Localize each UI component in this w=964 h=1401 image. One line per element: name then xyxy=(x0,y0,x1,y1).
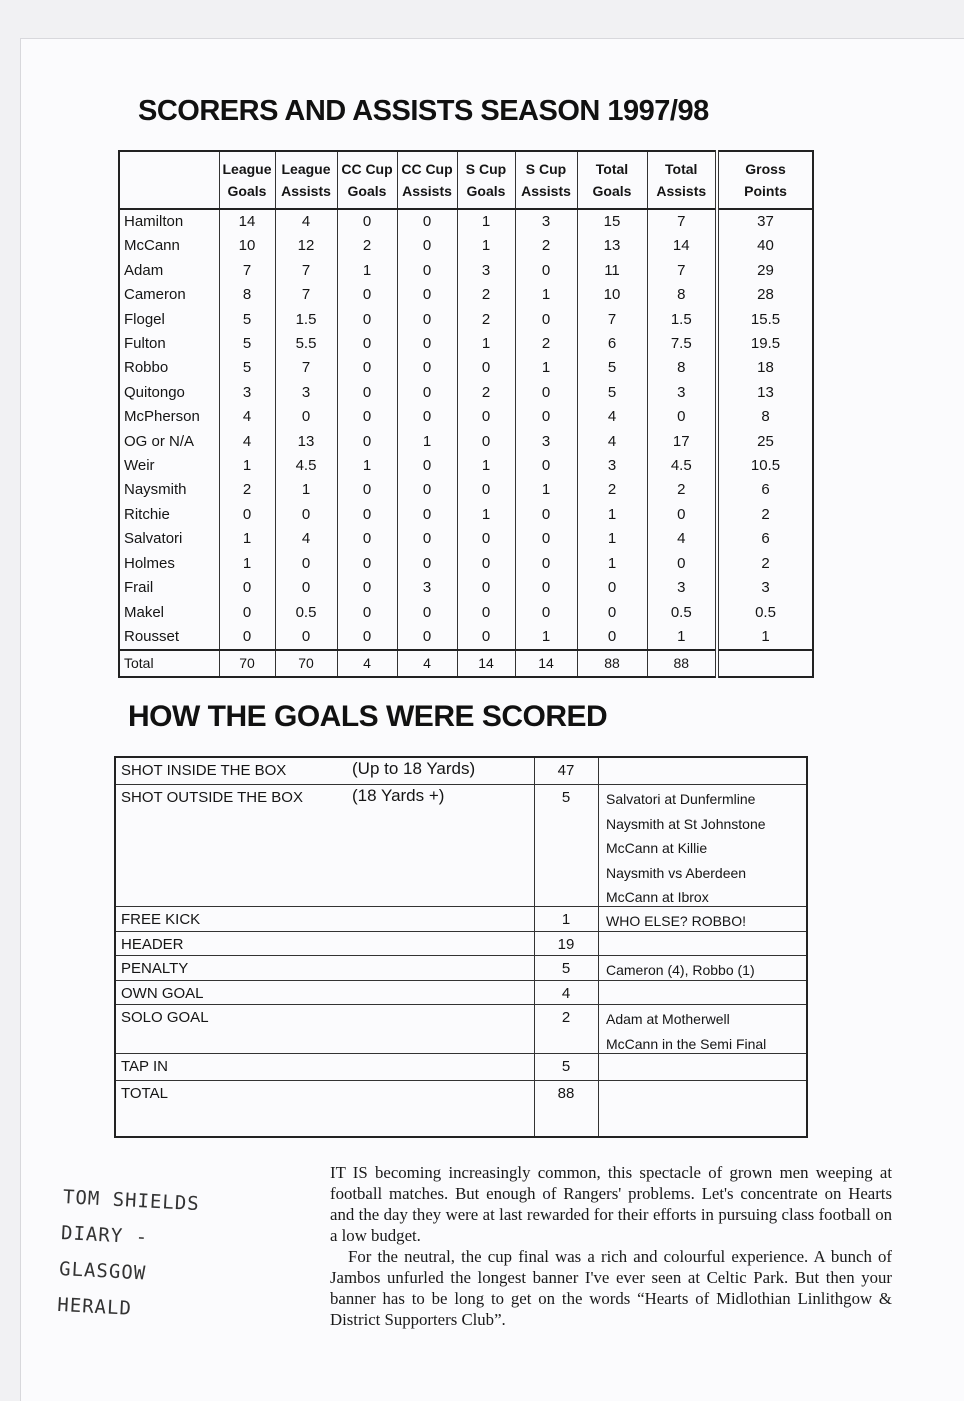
stat-cell: 1 xyxy=(515,283,577,307)
stat-cell: 14 xyxy=(647,234,717,258)
column-header-line: S Cup xyxy=(465,161,507,177)
stat-cell: 0 xyxy=(337,576,397,600)
goal-count: 19 xyxy=(557,936,575,953)
stat-cell: 0 xyxy=(457,601,515,625)
stat-cell: 0 xyxy=(337,356,397,380)
stat-cell: 28 xyxy=(717,283,813,307)
stat-cell: 3 xyxy=(515,209,577,234)
goal-type-row xyxy=(116,906,806,932)
stat-cell: 5.5 xyxy=(275,332,337,356)
goal-count: 1 xyxy=(561,911,571,928)
stat-cell: 0 xyxy=(397,234,457,258)
stat-cell: 0 xyxy=(337,283,397,307)
stat-cell: 25 xyxy=(717,430,813,454)
player-name: Hamilton xyxy=(119,209,219,234)
stat-cell: 6 xyxy=(717,527,813,551)
stat-cell: 1 xyxy=(219,454,275,478)
stat-cell: 1 xyxy=(717,625,813,650)
stat-cell: 0 xyxy=(337,552,397,576)
stat-cell: 1 xyxy=(577,552,647,576)
handwritten-line: DIARY - xyxy=(60,1222,149,1249)
stat-cell: 1 xyxy=(577,527,647,551)
player-name: Frail xyxy=(119,576,219,600)
stat-cell: 0 xyxy=(275,625,337,650)
column-header-line: Assists xyxy=(656,183,707,199)
stat-cell: 12 xyxy=(275,234,337,258)
column-header xyxy=(515,151,577,209)
player-name: McCann xyxy=(119,234,219,258)
stat-cell: 11 xyxy=(577,259,647,283)
goal-type-row xyxy=(116,784,806,907)
stat-cell: 1 xyxy=(275,478,337,502)
stat-cell: 2 xyxy=(515,332,577,356)
stat-cell: 2 xyxy=(515,234,577,258)
column-header-line: Total xyxy=(665,161,698,177)
player-name: OG or N/A xyxy=(119,430,219,454)
goal-notes xyxy=(606,1007,766,1056)
scorer-row xyxy=(119,478,813,502)
player-name: Ritchie xyxy=(119,503,219,527)
stat-cell: 3 xyxy=(717,576,813,600)
stat-cell: 0 xyxy=(457,478,515,502)
stat-cell: 0.5 xyxy=(275,601,337,625)
stat-cell: 0 xyxy=(337,209,397,234)
stat-cell: 0 xyxy=(515,576,577,600)
stat-cell: 4 xyxy=(397,650,457,676)
stat-cell: 1 xyxy=(515,625,577,650)
goal-note: McCann in the Semi Final xyxy=(606,1035,767,1052)
stat-cell: 3 xyxy=(219,381,275,405)
stat-cell: 4.5 xyxy=(275,454,337,478)
column-header-line: Assists xyxy=(402,183,452,199)
stat-cell: 4 xyxy=(577,405,647,429)
stat-cell: 2 xyxy=(647,478,717,502)
stat-cell: 0 xyxy=(647,503,717,527)
stat-cell: 13 xyxy=(275,430,337,454)
goal-count: 2 xyxy=(561,1009,571,1026)
stat-cell: 13 xyxy=(717,381,813,405)
stat-cell: 7 xyxy=(647,259,717,283)
goal-type-row xyxy=(116,1053,806,1081)
goal-count: 5 xyxy=(561,789,571,806)
stat-cell: 3 xyxy=(647,576,717,600)
goal-count: 5 xyxy=(561,1058,571,1075)
goal-count: 88 xyxy=(557,1085,575,1102)
stat-cell: 14 xyxy=(457,650,515,676)
stat-cell: 0 xyxy=(515,405,577,429)
stat-cell: 0 xyxy=(337,478,397,502)
stat-cell: 0 xyxy=(337,601,397,625)
goal-type-label: SHOT INSIDE THE BOX xyxy=(121,762,287,779)
scorer-row xyxy=(119,454,813,478)
scorer-row xyxy=(119,601,813,625)
goal-type-row xyxy=(116,1080,806,1137)
stat-cell: 7 xyxy=(219,259,275,283)
stat-cell: 14 xyxy=(515,650,577,676)
stat-cell: 10.5 xyxy=(717,454,813,478)
stat-cell: 0 xyxy=(647,552,717,576)
stat-cell: 1 xyxy=(577,503,647,527)
stat-cell: 0 xyxy=(337,381,397,405)
article-paragraph: For the neutral, the cup final was a rich and colourful experience. A bunch of Jambos unfurled the longest banner I've ever seen at Celtic Park. But then your banner has to be long to get on the words “Hearts of Midlothian Linlithgow & District Supporters Club”. xyxy=(330,1247,892,1329)
stat-cell: 0 xyxy=(397,478,457,502)
goal-type-range: (Up to 18 Yards) xyxy=(352,759,476,778)
stat-cell: 3 xyxy=(397,576,457,600)
stat-cell: 4.5 xyxy=(647,454,717,478)
stat-cell: 0 xyxy=(397,381,457,405)
stat-cell: 8 xyxy=(647,283,717,307)
stat-cell: 1 xyxy=(337,454,397,478)
player-name: Flogel xyxy=(119,308,219,332)
stat-cell: 7 xyxy=(275,283,337,307)
player-name: Total xyxy=(119,650,219,676)
goal-type-label: SHOT OUTSIDE THE BOX xyxy=(121,789,303,806)
stat-cell: 0 xyxy=(397,209,457,234)
scorer-row xyxy=(119,332,813,356)
scorer-row xyxy=(119,283,813,307)
stat-cell: 19.5 xyxy=(717,332,813,356)
goal-note: WHO ELSE? ROBBO! xyxy=(606,913,747,929)
column-header xyxy=(275,151,337,209)
stat-cell: 8 xyxy=(647,356,717,380)
stat-cell: 0 xyxy=(337,430,397,454)
handwritten-line: TOM SHIELDS xyxy=(62,1186,201,1216)
goal-type-row xyxy=(116,758,806,784)
stat-cell: 0 xyxy=(397,625,457,650)
stat-cell: 40 xyxy=(717,234,813,258)
goals-title: HOW THE GOALS WERE SCORED xyxy=(128,700,608,733)
player-name: Rousset xyxy=(119,625,219,650)
scorers-header-row xyxy=(119,151,813,209)
goal-type-label: TOTAL xyxy=(121,1085,168,1102)
stat-cell: 0 xyxy=(219,503,275,527)
scorer-row xyxy=(119,625,813,650)
player-name: Robbo xyxy=(119,356,219,380)
goals-table xyxy=(114,756,808,1138)
stat-cell: 0 xyxy=(577,625,647,650)
scorers-body xyxy=(119,209,813,677)
stat-cell: 0 xyxy=(397,283,457,307)
goal-count: 4 xyxy=(561,985,571,1002)
scorer-row xyxy=(119,527,813,551)
stat-cell: 0 xyxy=(397,552,457,576)
stat-cell: 0 xyxy=(275,552,337,576)
column-header xyxy=(219,151,275,209)
goal-note: Salvatori at Dunfermline xyxy=(606,791,756,807)
stat-cell: 10 xyxy=(577,283,647,307)
stat-cell: 10 xyxy=(219,234,275,258)
stat-cell: 5 xyxy=(577,356,647,380)
goal-type-row xyxy=(116,1004,806,1054)
goal-count: 47 xyxy=(557,762,575,779)
stat-cell: 2 xyxy=(717,552,813,576)
column-header xyxy=(397,151,457,209)
column-header-line: Goals xyxy=(227,183,267,199)
handwritten-line: GLASGOW xyxy=(58,1257,147,1285)
stat-cell: 5 xyxy=(219,332,275,356)
stat-cell: 1 xyxy=(457,503,515,527)
player-name: Weir xyxy=(119,454,219,478)
stat-cell: 0 xyxy=(457,552,515,576)
stat-cell: 1 xyxy=(457,209,515,234)
handwritten-note xyxy=(56,1179,293,1335)
player-name: Fulton xyxy=(119,332,219,356)
goal-type-label: PENALTY xyxy=(121,960,189,977)
stat-cell: 0 xyxy=(397,405,457,429)
stat-cell: 1.5 xyxy=(275,308,337,332)
stat-cell: 4 xyxy=(275,209,337,234)
player-name: Makel xyxy=(119,601,219,625)
stat-cell: 2 xyxy=(337,234,397,258)
stat-cell: 0 xyxy=(515,552,577,576)
goal-notes xyxy=(606,958,755,983)
stat-cell: 7 xyxy=(275,259,337,283)
column-header-line: Points xyxy=(744,183,787,199)
stat-cell: 7.5 xyxy=(647,332,717,356)
stat-cell: 0 xyxy=(515,308,577,332)
stat-cell: 0 xyxy=(397,308,457,332)
stat-cell: 0 xyxy=(457,430,515,454)
stat-cell: 0 xyxy=(397,332,457,356)
stat-cell: 0 xyxy=(337,332,397,356)
stat-cell: 2 xyxy=(577,478,647,502)
stat-cell: 88 xyxy=(577,650,647,676)
scorer-row xyxy=(119,576,813,600)
stat-cell: 29 xyxy=(717,259,813,283)
goal-note: Naysmith vs Aberdeen xyxy=(606,864,747,881)
stat-cell: 0 xyxy=(219,576,275,600)
column-header-line: Gross xyxy=(745,161,786,177)
stat-cell: 1 xyxy=(397,430,457,454)
stat-cell: 0 xyxy=(275,576,337,600)
goal-type-label: HEADER xyxy=(121,936,184,953)
scorer-row xyxy=(119,234,813,258)
stat-cell: 0 xyxy=(515,527,577,551)
stat-cell xyxy=(717,650,813,676)
stat-cell: 7 xyxy=(577,308,647,332)
goal-type-row xyxy=(116,955,806,981)
stat-cell: 0 xyxy=(397,454,457,478)
column-header xyxy=(457,151,515,209)
scorers-table xyxy=(118,150,814,678)
stat-cell: 2 xyxy=(717,503,813,527)
scorers-title: SCORERS AND ASSISTS SEASON 1997/98 xyxy=(138,95,709,127)
player-name: McPherson xyxy=(119,405,219,429)
stat-cell: 70 xyxy=(275,650,337,676)
stat-cell: 0 xyxy=(219,625,275,650)
scorer-row xyxy=(119,552,813,576)
stat-cell: 0 xyxy=(397,527,457,551)
scorer-row xyxy=(119,503,813,527)
stat-cell: 3 xyxy=(647,381,717,405)
stat-cell: 8 xyxy=(219,283,275,307)
stat-cell: 4 xyxy=(219,430,275,454)
player-name: Adam xyxy=(119,259,219,283)
stat-cell: 0 xyxy=(457,527,515,551)
goal-note: McCann at Ibrox xyxy=(606,889,709,905)
goal-note: Cameron (4), Robbo (1) xyxy=(606,962,755,978)
column-header-line: Goals xyxy=(466,183,506,199)
stat-cell: 7 xyxy=(275,356,337,380)
stat-cell: 0.5 xyxy=(647,601,717,625)
stat-cell: 4 xyxy=(337,650,397,676)
stat-cell: 13 xyxy=(577,234,647,258)
stat-cell: 0 xyxy=(397,601,457,625)
stat-cell: 1 xyxy=(515,356,577,380)
stat-cell: 0 xyxy=(457,356,515,380)
stat-cell: 0 xyxy=(397,259,457,283)
stat-cell: 70 xyxy=(219,650,275,676)
stat-cell: 0 xyxy=(515,601,577,625)
stat-cell: 0 xyxy=(577,576,647,600)
player-name: Naysmith xyxy=(119,478,219,502)
scorer-row xyxy=(119,405,813,429)
goal-note: McCann at Killie xyxy=(606,840,708,856)
player-name: Quitongo xyxy=(119,381,219,405)
stat-cell: 0 xyxy=(647,405,717,429)
stat-cell: 0 xyxy=(337,308,397,332)
stat-cell: 0 xyxy=(515,381,577,405)
goal-type-label: OWN GOAL xyxy=(121,985,204,1002)
header-blank xyxy=(119,151,219,209)
stat-cell: 0 xyxy=(337,405,397,429)
column-header xyxy=(717,151,813,209)
scorer-row xyxy=(119,209,813,234)
stat-cell: 1 xyxy=(219,552,275,576)
goal-type-row xyxy=(116,980,806,1005)
stat-cell: 6 xyxy=(717,478,813,502)
stat-cell: 4 xyxy=(647,527,717,551)
stat-cell: 5 xyxy=(219,356,275,380)
stat-cell: 1.5 xyxy=(647,308,717,332)
stat-cell: 0 xyxy=(515,454,577,478)
goal-type-label: SOLO GOAL xyxy=(121,1009,209,1026)
stat-cell: 5 xyxy=(577,381,647,405)
column-header-line: S Cup xyxy=(525,161,567,177)
article-paragraph: IT IS becoming increasingly common, this spectacle of grown men weeping at football matches. But enough of Rangers' problems. Let's concentrate on Hearts and the day they were at last rewarded for their efforts in pursuing class football on a low budget. xyxy=(330,1163,892,1245)
stat-cell: 1 xyxy=(219,527,275,551)
stat-cell: 3 xyxy=(577,454,647,478)
player-name: Cameron xyxy=(119,283,219,307)
stat-cell: 0 xyxy=(275,503,337,527)
column-header-line: League xyxy=(281,161,331,177)
stat-cell: 0 xyxy=(337,625,397,650)
stat-cell: 0 xyxy=(457,625,515,650)
stat-cell: 15.5 xyxy=(717,308,813,332)
stat-cell: 0 xyxy=(337,503,397,527)
article xyxy=(330,1162,892,1330)
goal-type-row xyxy=(116,931,806,956)
stat-cell: 1 xyxy=(647,625,717,650)
stat-cell: 2 xyxy=(457,381,515,405)
stat-cell: 5 xyxy=(219,308,275,332)
column-header-line: Goals xyxy=(592,183,632,199)
stat-cell: 2 xyxy=(457,308,515,332)
column-header-line: League xyxy=(222,161,272,177)
column-header-line: Assists xyxy=(281,183,331,199)
scorer-row xyxy=(119,430,813,454)
handwritten-line: HERALD xyxy=(56,1293,133,1320)
stat-cell: 4 xyxy=(577,430,647,454)
column-header-line: Goals xyxy=(347,183,387,199)
stat-cell: 0 xyxy=(275,405,337,429)
stat-cell: 4 xyxy=(275,527,337,551)
stat-cell: 37 xyxy=(717,209,813,234)
stat-cell: 3 xyxy=(515,430,577,454)
stat-cell: 18 xyxy=(717,356,813,380)
stat-cell: 6 xyxy=(577,332,647,356)
stat-cell: 1 xyxy=(457,234,515,258)
stat-cell: 7 xyxy=(647,209,717,234)
goal-count: 5 xyxy=(561,960,571,977)
stat-cell: 2 xyxy=(219,478,275,502)
goal-note: Naysmith at St Johnstone xyxy=(606,815,766,832)
stat-cell: 2 xyxy=(457,283,515,307)
goal-note: Adam at Motherwell xyxy=(606,1011,730,1027)
stat-cell: 15 xyxy=(577,209,647,234)
stat-cell: 0 xyxy=(457,576,515,600)
column-header-line: Total xyxy=(595,161,629,177)
stat-cell: 0 xyxy=(397,503,457,527)
goal-notes xyxy=(606,909,746,934)
stat-cell: 1 xyxy=(457,332,515,356)
stat-cell: 0 xyxy=(219,601,275,625)
stat-cell: 1 xyxy=(515,478,577,502)
scorer-row xyxy=(119,356,813,380)
stat-cell: 0 xyxy=(457,405,515,429)
goal-notes xyxy=(606,787,766,910)
player-name: Salvatori xyxy=(119,527,219,551)
goal-type-label: TAP IN xyxy=(121,1058,168,1075)
column-header xyxy=(577,151,647,209)
stat-cell: 4 xyxy=(219,405,275,429)
column-header-line: CC Cup xyxy=(401,161,453,177)
total-row xyxy=(119,650,813,676)
stat-cell: 0 xyxy=(515,259,577,283)
stat-cell: 0 xyxy=(337,527,397,551)
stat-cell: 0 xyxy=(577,601,647,625)
stat-cell: 88 xyxy=(647,650,717,676)
column-header-line: CC Cup xyxy=(341,161,393,177)
stat-cell: 3 xyxy=(457,259,515,283)
player-name: Holmes xyxy=(119,552,219,576)
column-header xyxy=(647,151,717,209)
stat-cell: 0.5 xyxy=(717,601,813,625)
stat-cell: 1 xyxy=(337,259,397,283)
goal-type-range: (18 Yards +) xyxy=(352,786,445,805)
column-header xyxy=(337,151,397,209)
stat-cell: 8 xyxy=(717,405,813,429)
stat-cell: 0 xyxy=(397,356,457,380)
column-header-line: Assists xyxy=(521,183,571,199)
goal-type-label: FREE KICK xyxy=(121,911,201,928)
stat-cell: 17 xyxy=(647,430,717,454)
stat-cell: 0 xyxy=(515,503,577,527)
scorer-row xyxy=(119,259,813,283)
scorer-row xyxy=(119,381,813,405)
stat-cell: 3 xyxy=(275,381,337,405)
stat-cell: 14 xyxy=(219,209,275,234)
stat-cell: 1 xyxy=(457,454,515,478)
scorer-row xyxy=(119,308,813,332)
